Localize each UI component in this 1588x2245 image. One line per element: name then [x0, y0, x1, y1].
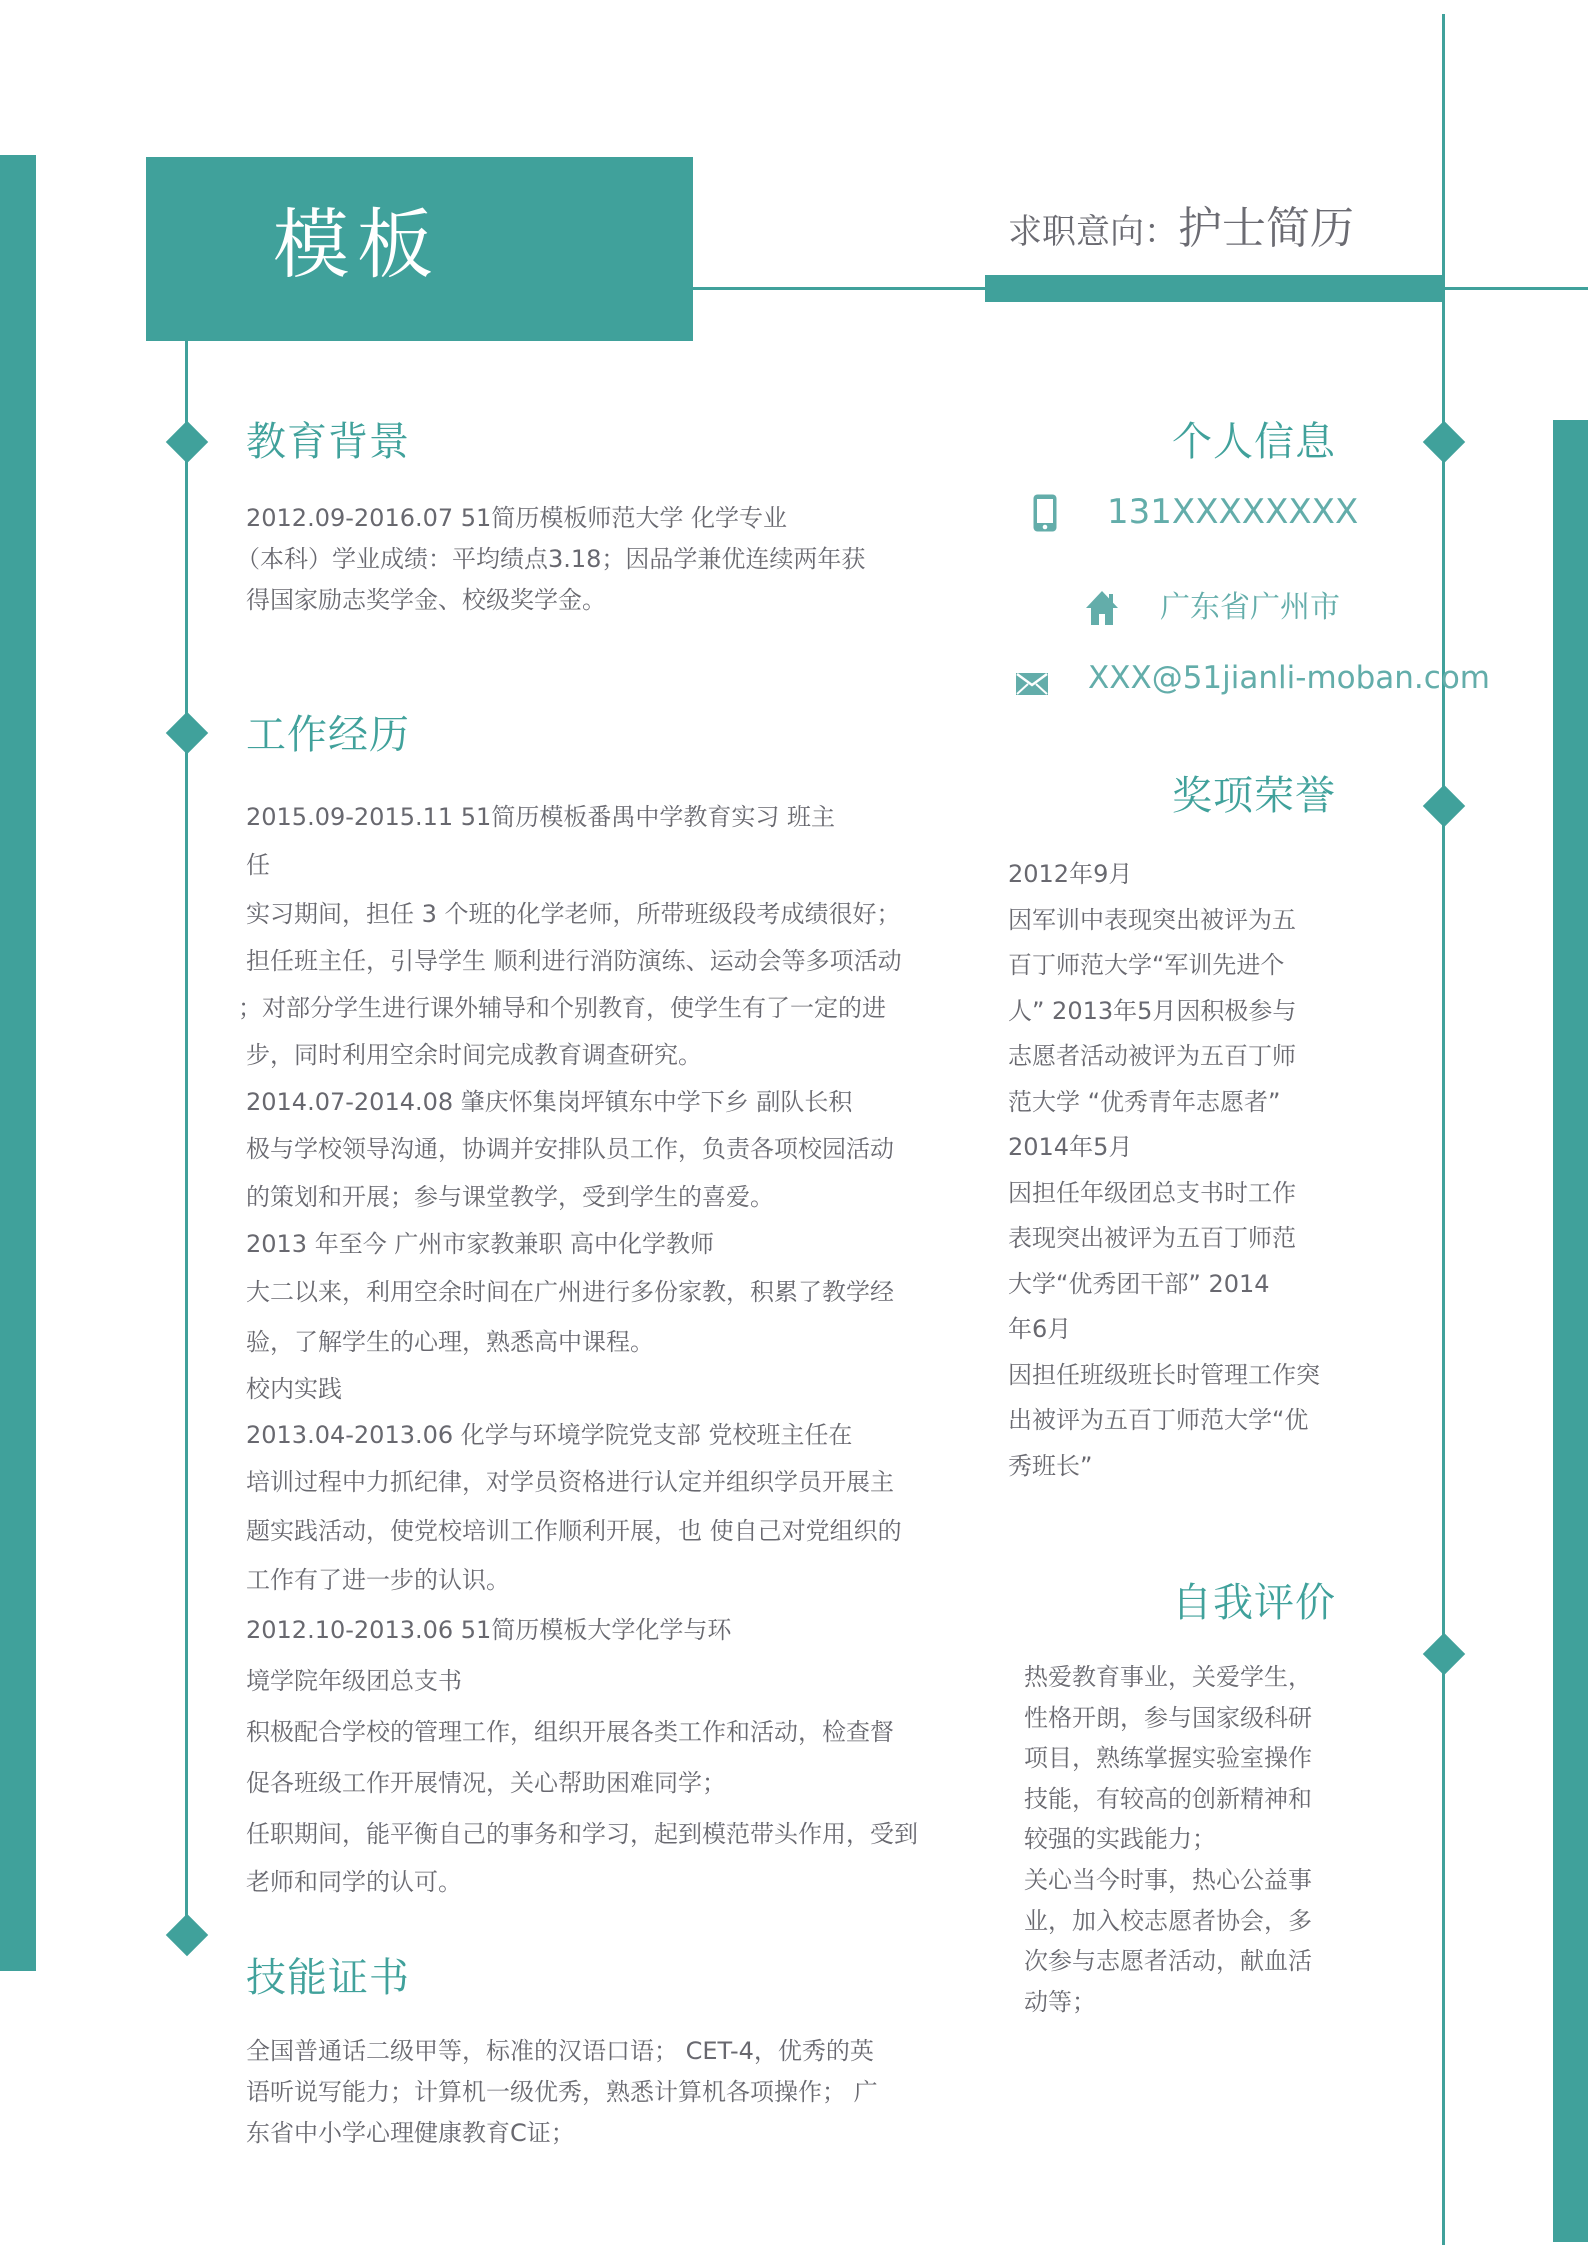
phone-icon	[1032, 493, 1058, 533]
section-title-personal: 个人信息	[1172, 419, 1336, 465]
self-eval-line: 性格开朗，参与国家级科研	[1024, 1703, 1312, 1732]
work-line: 2013 年至今 广州市家教兼职 高中化学教师	[246, 1230, 714, 1258]
work-line: 2015.09-2015.11 51简历模板番禺中学教育实习 班主	[246, 803, 835, 831]
work-line: 任	[246, 851, 270, 879]
awards-line: 范大学 “优秀青年志愿者”	[1008, 1087, 1281, 1116]
location-text: 广东省广州市	[1160, 590, 1340, 625]
work-line: 促各班级工作开展情况，关心帮助困难同学；	[246, 1769, 726, 1797]
work-line: ；对部分学生进行课外辅导和个别教育，使学生有了一定的进	[238, 994, 886, 1022]
work-line: 实习期间，担任 3 个班的化学老师，所带班级段考成绩很好；	[246, 900, 901, 928]
section-title-education: 教育背景	[246, 419, 410, 465]
skills-body	[246, 2031, 878, 2154]
work-line: 大二以来，利用空余时间在广州进行多份家教，积累了教学经	[246, 1278, 894, 1306]
awards-line: 2012年9月	[1008, 860, 1133, 888]
phone-number: 131XXXXXXXX	[1107, 492, 1359, 532]
job-intent	[1008, 192, 1354, 256]
self-eval-line: 热爱教育事业，关爱学生，	[1024, 1663, 1312, 1691]
section-title-self-eval: 自我评价	[1172, 1580, 1336, 1626]
work-line: 任职期间，能平衡自己的事务和学习，起到模范带头作用，受到	[246, 1820, 918, 1848]
timeline-marker-awards	[1423, 785, 1465, 827]
right-accent-bar	[1553, 420, 1588, 2242]
work-line: 培训过程中力抓纪律，对学员资格进行认定并组织学员开展主	[246, 1468, 894, 1496]
work-line: 的策划和开展；参与课堂教学，受到学生的喜爱。	[246, 1183, 774, 1211]
skills-line: 东省中小学心理健康教育C证；	[246, 2119, 575, 2147]
self-eval-line: 项目，熟练掌握实验室操作	[1024, 1744, 1312, 1773]
left-accent-bar	[0, 155, 36, 1971]
education-body	[236, 498, 866, 621]
home-icon	[1085, 590, 1119, 626]
job-intent-label: 求职意向：	[1008, 212, 1178, 252]
name-banner	[146, 157, 693, 341]
work-line: 工作有了进一步的认识。	[246, 1566, 510, 1594]
mail-icon	[1016, 673, 1048, 695]
awards-line: 因担任年级团总支书时工作	[1008, 1178, 1296, 1207]
work-line: 老师和同学的认可。	[246, 1868, 462, 1896]
awards-line: 年6月	[1008, 1315, 1072, 1343]
timeline-marker-skills	[166, 1914, 208, 1956]
awards-line: 秀班长”	[1008, 1451, 1093, 1480]
awards-body	[1008, 852, 1320, 1489]
education-line: 2012.09-2016.07 51简历模板师范大学 化学专业	[246, 504, 787, 532]
email-text: XXX@51jianli-moban.com	[1088, 660, 1490, 696]
awards-line: 出被评为五百丁师范大学“优	[1008, 1406, 1309, 1434]
section-title-work: 工作经历	[246, 712, 410, 758]
awards-line: 百丁师范大学“军训先进个	[1008, 951, 1285, 979]
candidate-name: 模板	[273, 200, 441, 289]
timeline-marker-education	[166, 421, 208, 463]
work-line: 2014.07-2014.08 肇庆怀集岗坪镇东中学下乡 副队长积	[246, 1088, 853, 1116]
work-line: 极与学校领导沟通，协调并安排队员工作，负责各项校园活动	[246, 1135, 894, 1163]
work-line: 2012.10-2013.06 51简历模板大学化学与环	[246, 1616, 732, 1644]
work-line: 担任班主任，引导学生 顺利进行消防演练、运动会等多项活动	[246, 947, 902, 975]
awards-line: 因担任班级班长时管理工作突	[1008, 1360, 1320, 1389]
self-eval-body	[1024, 1657, 1312, 2022]
work-line: 步，同时利用空余时间完成教育调查研究。	[246, 1041, 702, 1069]
section-title-skills: 技能证书	[246, 1955, 410, 2001]
work-line: 题实践活动，使党校培训工作顺利开展，也 使自己对党组织的	[246, 1517, 902, 1545]
awards-line: 表现突出被评为五百丁师范	[1008, 1224, 1296, 1252]
self-eval-line: 技能，有较高的创新精神和	[1024, 1784, 1312, 1813]
work-line: 积极配合学校的管理工作，组织开展各类工作和活动，检查督	[246, 1718, 894, 1746]
awards-line: 大学“优秀团干部” 2014	[1008, 1269, 1270, 1298]
work-body	[238, 795, 918, 1904]
right-timeline-line	[1442, 14, 1445, 2245]
self-eval-line: 较强的实践能力；	[1024, 1825, 1216, 1854]
self-eval-line: 次参与志愿者活动，献血活	[1024, 1947, 1312, 1976]
self-eval-line: 关心当今时事，热心公益事	[1024, 1865, 1312, 1894]
skills-line: 语听说写能力；计算机一级优秀，熟悉计算机各项操作； 广	[246, 2078, 878, 2106]
job-intent-value: 护士简历	[1178, 203, 1354, 254]
work-line: 2013.04-2013.06 化学与环境学院党支部 党校班主任在	[246, 1421, 853, 1449]
work-line: 校内实践	[246, 1375, 342, 1403]
skills-line: 全国普通话二级甲等，标准的汉语口语； CET-4，优秀的英	[246, 2037, 874, 2065]
timeline-marker-work	[166, 712, 208, 754]
awards-line: 2014年5月	[1008, 1133, 1133, 1161]
self-eval-line: 动等；	[1024, 1987, 1096, 2016]
awards-line: 因军训中表现突出被评为五	[1008, 905, 1296, 934]
education-line: 得国家励志奖学金、校级奖学金。	[246, 586, 606, 614]
timeline-marker-self-eval	[1423, 1633, 1465, 1675]
education-line: （本科）学业成绩：平均绩点3.18；因品学兼优连续两年获	[236, 545, 866, 573]
left-timeline-line	[185, 341, 188, 1935]
self-eval-line: 业，加入校志愿者协会，多	[1024, 1906, 1312, 1935]
awards-line: 志愿者活动被评为五百丁师	[1008, 1042, 1296, 1070]
awards-line: 人” 2013年5月因积极参与	[1008, 996, 1297, 1025]
section-title-awards: 奖项荣誉	[1172, 773, 1336, 819]
header-thick-bar	[985, 275, 1443, 302]
work-line: 验，了解学生的心理，熟悉高中课程。	[246, 1328, 654, 1356]
timeline-marker-personal	[1423, 421, 1465, 463]
work-line: 境学院年级团总支书	[246, 1667, 462, 1695]
